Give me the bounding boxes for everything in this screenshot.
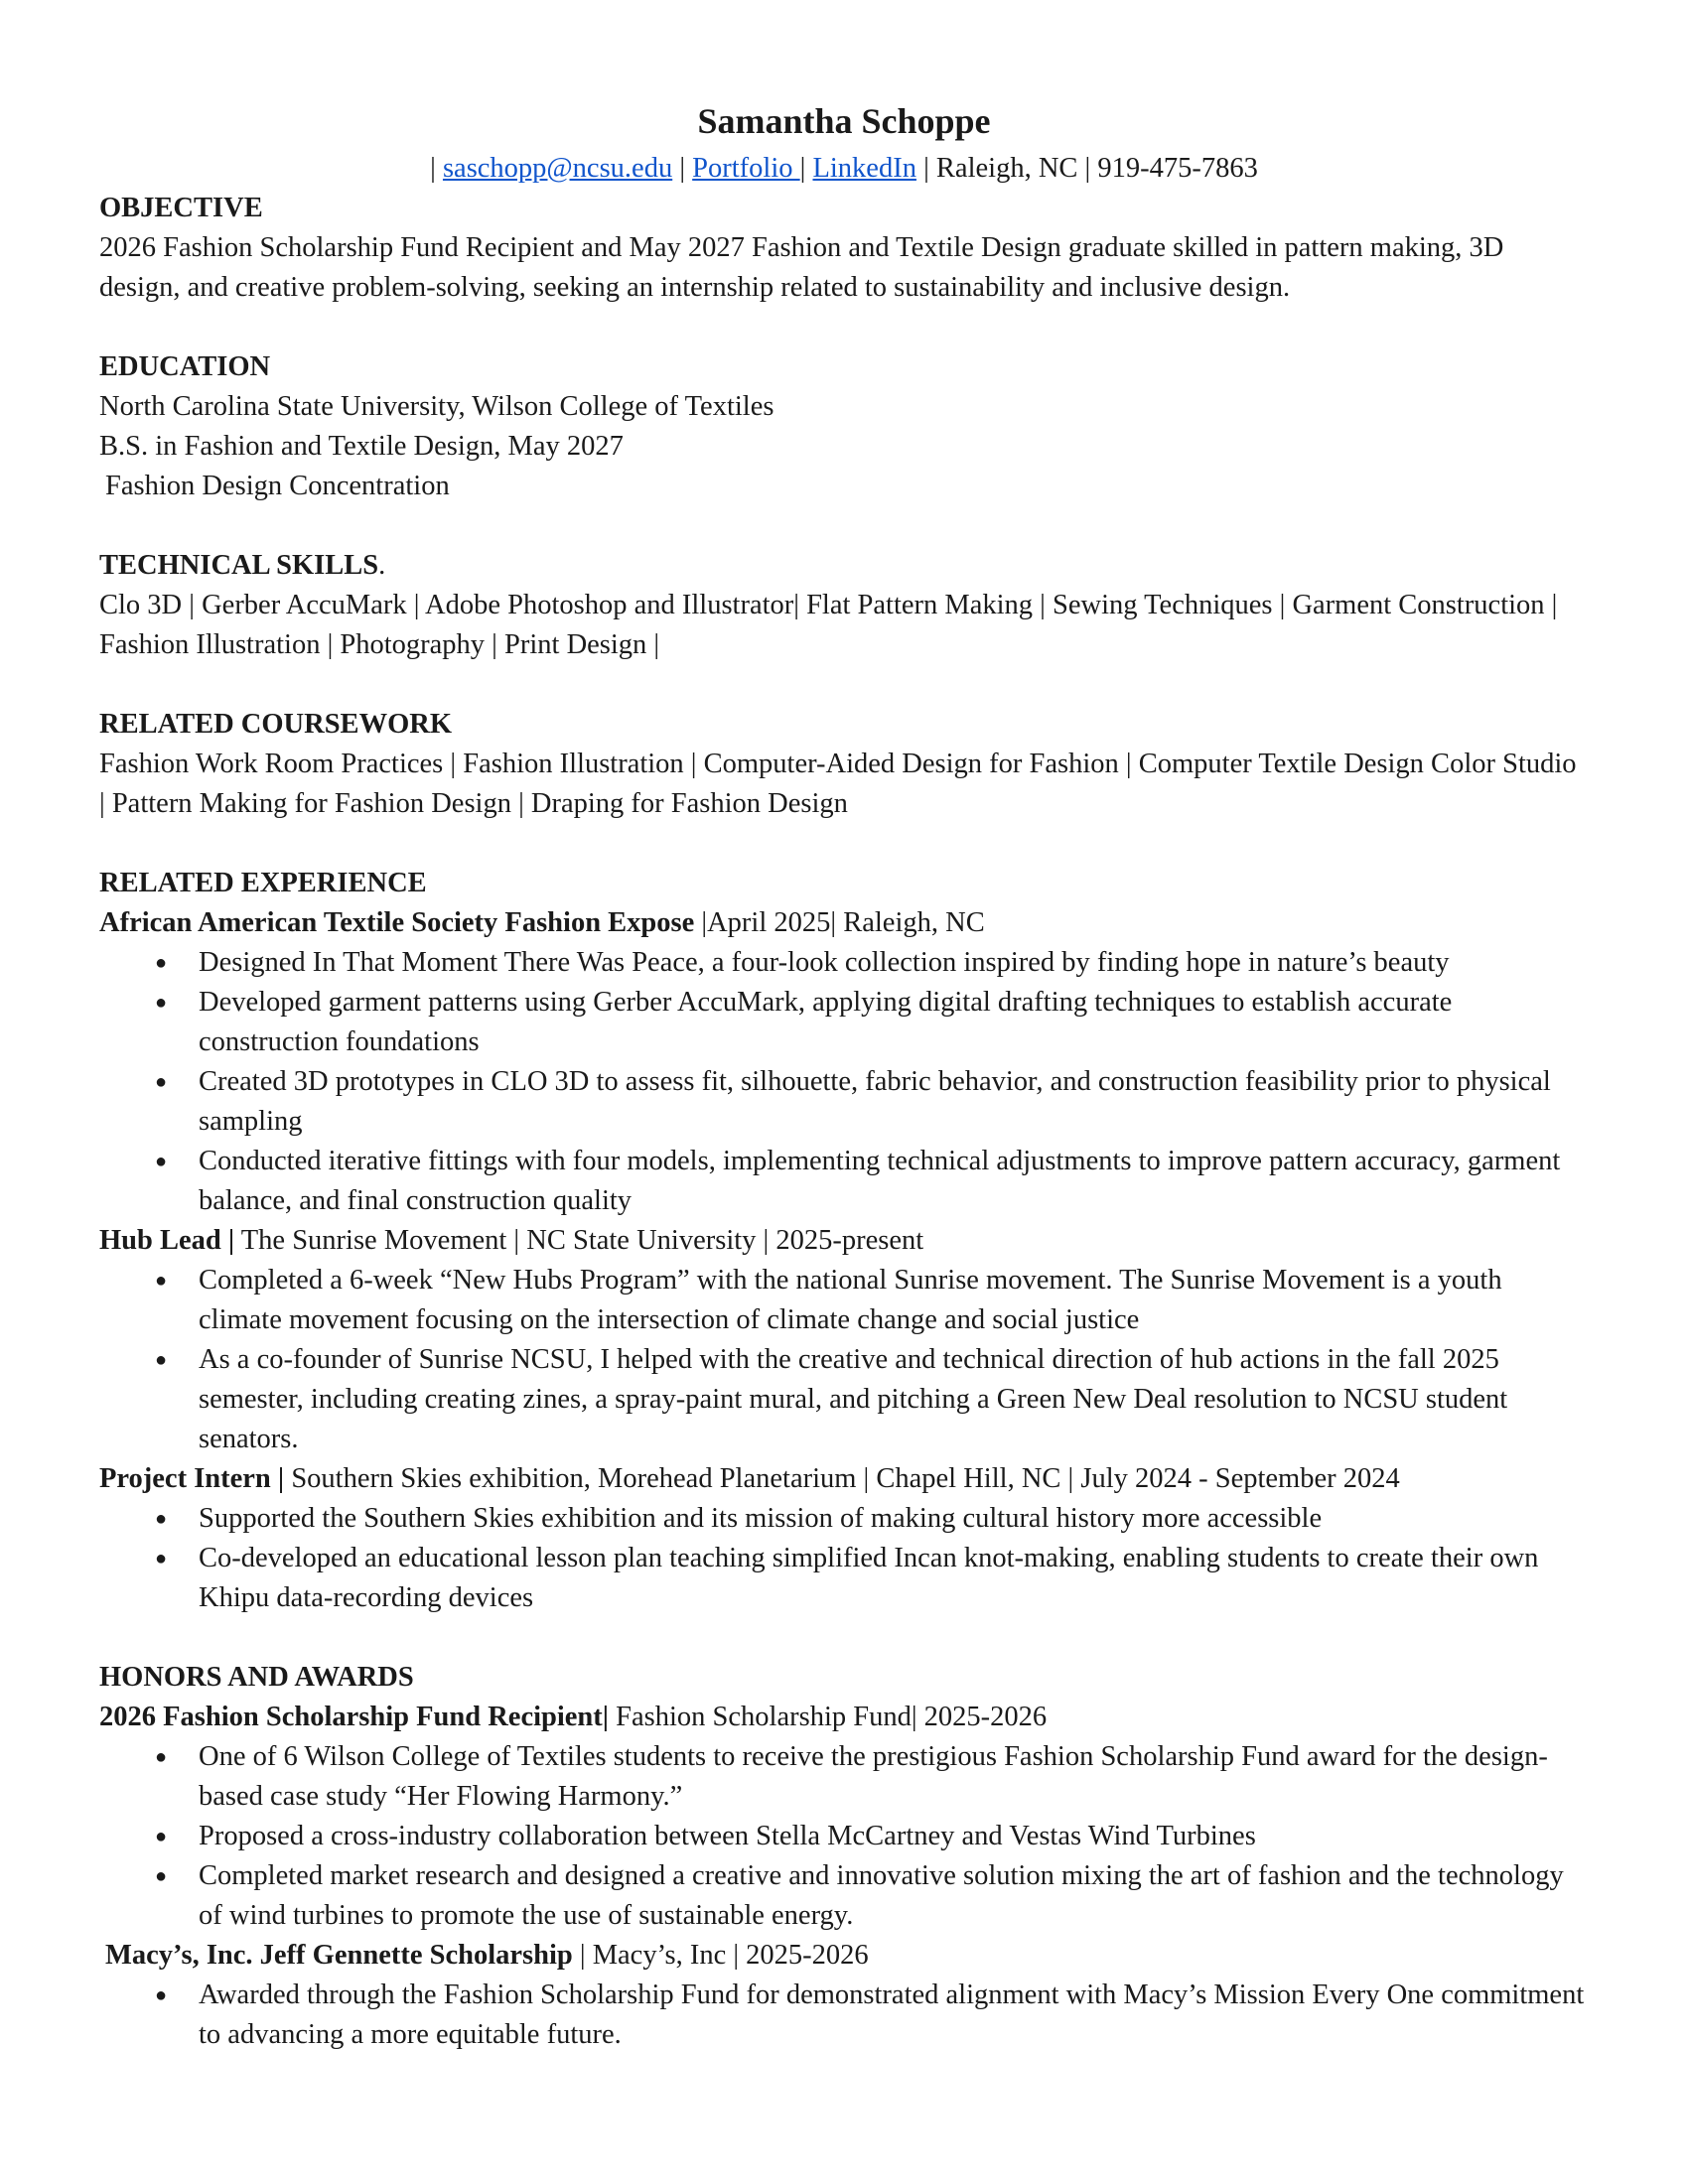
coursework-text: Fashion Work Room Practices | Fashion Illustration | Computer-Aided Design for Fashion | Computer Textile Design Color Studio | Pattern Making for Fashion Design | Draping for Fashion Design: [99, 749, 1577, 819]
contact-separator: |: [679, 153, 693, 184]
award-bullets: [99, 1737, 1589, 1936]
experience-detail: Southern Skies exhibition, Morehead Planetarium | Chapel Hill, NC | July 2024 - September 2024: [284, 1463, 1400, 1494]
education-concentration: Fashion Design Concentration: [105, 471, 450, 501]
skills-heading: [99, 546, 1589, 586]
experience-role: African American Textile Society Fashion Expose: [99, 907, 702, 938]
contact-line: [99, 149, 1589, 189]
list-item: ● Completed a 6-week “New Hubs Program” with the national Sunrise movement. The Sunrise Movement is a youth climate movement focusing on the intersection of climate change and social justice: [199, 1261, 1589, 1340]
skills-title-suffix: .: [378, 550, 386, 581]
objective-text: 2026 Fashion Scholarship Fund Recipient and May 2027 Fashion and Textile Design graduate skilled in pattern making, 3D design, and creative problem-solving, seeking an internship related to sustainability and inclusive design.: [99, 232, 1504, 303]
experience-title: RELATED EXPERIENCE: [99, 868, 427, 898]
list-item: ● As a co-founder of Sunrise NCSU, I helped with the creative and technical direction of hub actions in the fall 2025 semester, including creating zines, a spray-paint mural, and pitching a Green New Deal resolution to NCSU student senators.: [199, 1340, 1589, 1459]
award-entry-heading: [99, 1698, 1589, 1737]
skills-section: [99, 546, 1589, 665]
honors-section: [99, 1658, 1589, 2055]
coursework-section: [99, 705, 1589, 824]
experience-bullets: [99, 1261, 1589, 1459]
objective-section: [99, 189, 1589, 308]
experience-bullets: [99, 1499, 1589, 1618]
list-item: ● Proposed a cross-industry collaboration between Stella McCartney and Vestas Wind Turbines: [199, 1817, 1589, 1856]
experience-entry-heading: [99, 903, 1589, 943]
contact-separator: |: [430, 153, 436, 184]
experience-bullets: [99, 943, 1589, 1221]
award-bullets: [99, 1976, 1589, 2055]
skills-title: TECHNICAL SKILLS: [99, 550, 379, 581]
award-entry-heading: [99, 1936, 1589, 1976]
portfolio-link[interactable]: Portfolio: [692, 153, 800, 184]
experience-detail: The Sunrise Movement | NC State University | 2025-present: [234, 1225, 924, 1256]
phone: 919-475-7863: [1097, 153, 1258, 184]
honors-title: HONORS AND AWARDS: [99, 1662, 414, 1693]
list-item: ● Completed market research and designed a creative and innovative solution mixing the art of fashion and the technology of wind turbines to promote the use of sustainable energy.: [199, 1856, 1589, 1936]
candidate-name: Samantha Schoppe: [697, 101, 991, 141]
experience-entry-heading: [99, 1459, 1589, 1499]
list-item: ● Supported the Southern Skies exhibition and its mission of making cultural history more accessible: [199, 1499, 1589, 1539]
education-degree: B.S. in Fashion and Textile Design, May 2027: [99, 431, 624, 462]
education-title: EDUCATION: [99, 351, 271, 382]
experience-detail: |April 2025| Raleigh, NC: [701, 907, 985, 938]
list-item: ● One of 6 Wilson College of Textiles students to receive the prestigious Fashion Scholarship Fund award for the design-based case study “Her Flowing Harmony.”: [199, 1737, 1589, 1817]
award-title: 2026 Fashion Scholarship Fund Recipient|: [99, 1702, 610, 1732]
coursework-title: RELATED COURSEWORK: [99, 709, 452, 740]
list-item: ● Created 3D prototypes in CLO 3D to assess fit, silhouette, fabric behavior, and construction feasibility prior to physical sampling: [199, 1062, 1589, 1142]
list-item: ● Developed garment patterns using Gerber AccuMark, applying digital drafting techniques to establish accurate construction foundations: [199, 983, 1589, 1062]
award-detail: | Macy’s, Inc | 2025-2026: [572, 1940, 869, 1971]
email-link[interactable]: saschopp@ncsu.edu: [442, 153, 673, 184]
experience-section: [99, 864, 1589, 1618]
skills-text: Clo 3D | Gerber AccuMark | Adobe Photoshop and Illustrator| Flat Pattern Making | Sewing Techniques | Garment Construction | Fashion Illustration | Photography | Print Design |: [99, 590, 1558, 660]
contact-separator: |: [1084, 153, 1098, 184]
experience-entry-heading: [99, 1221, 1589, 1261]
award-detail: Fashion Scholarship Fund| 2025-2026: [609, 1702, 1048, 1732]
award-title: Macy’s, Inc. Jeff Gennette Scholarship: [105, 1940, 573, 1971]
list-item: ● Conducted iterative fittings with four models, implementing technical adjustments to improve pattern accuracy, garment balance, and final construction quality: [199, 1142, 1589, 1221]
objective-title: OBJECTIVE: [99, 193, 263, 223]
experience-role: Hub Lead |: [99, 1225, 235, 1256]
resume-page: [99, 99, 1589, 2095]
education-section: [99, 347, 1589, 506]
experience-role: Project Intern |: [99, 1463, 285, 1494]
list-item: ● Designed In That Moment There Was Peace, a four-look collection inspired by finding hope in nature’s beauty: [199, 943, 1589, 983]
linkedin-link[interactable]: LinkedIn: [812, 153, 916, 184]
location: Raleigh, NC: [935, 153, 1078, 184]
list-item: ● Awarded through the Fashion Scholarship Fund for demonstrated alignment with Macy’s Mission Every One commitment to advancing a more equitable future.: [199, 1976, 1589, 2055]
list-item: ● Co-developed an educational lesson plan teaching simplified Incan knot-making, enabling students to create their own Khipu data-recording devices: [199, 1539, 1589, 1618]
contact-separator: |: [923, 153, 936, 184]
education-school: North Carolina State University, Wilson College of Textiles: [99, 391, 774, 422]
contact-separator: |: [799, 153, 813, 184]
